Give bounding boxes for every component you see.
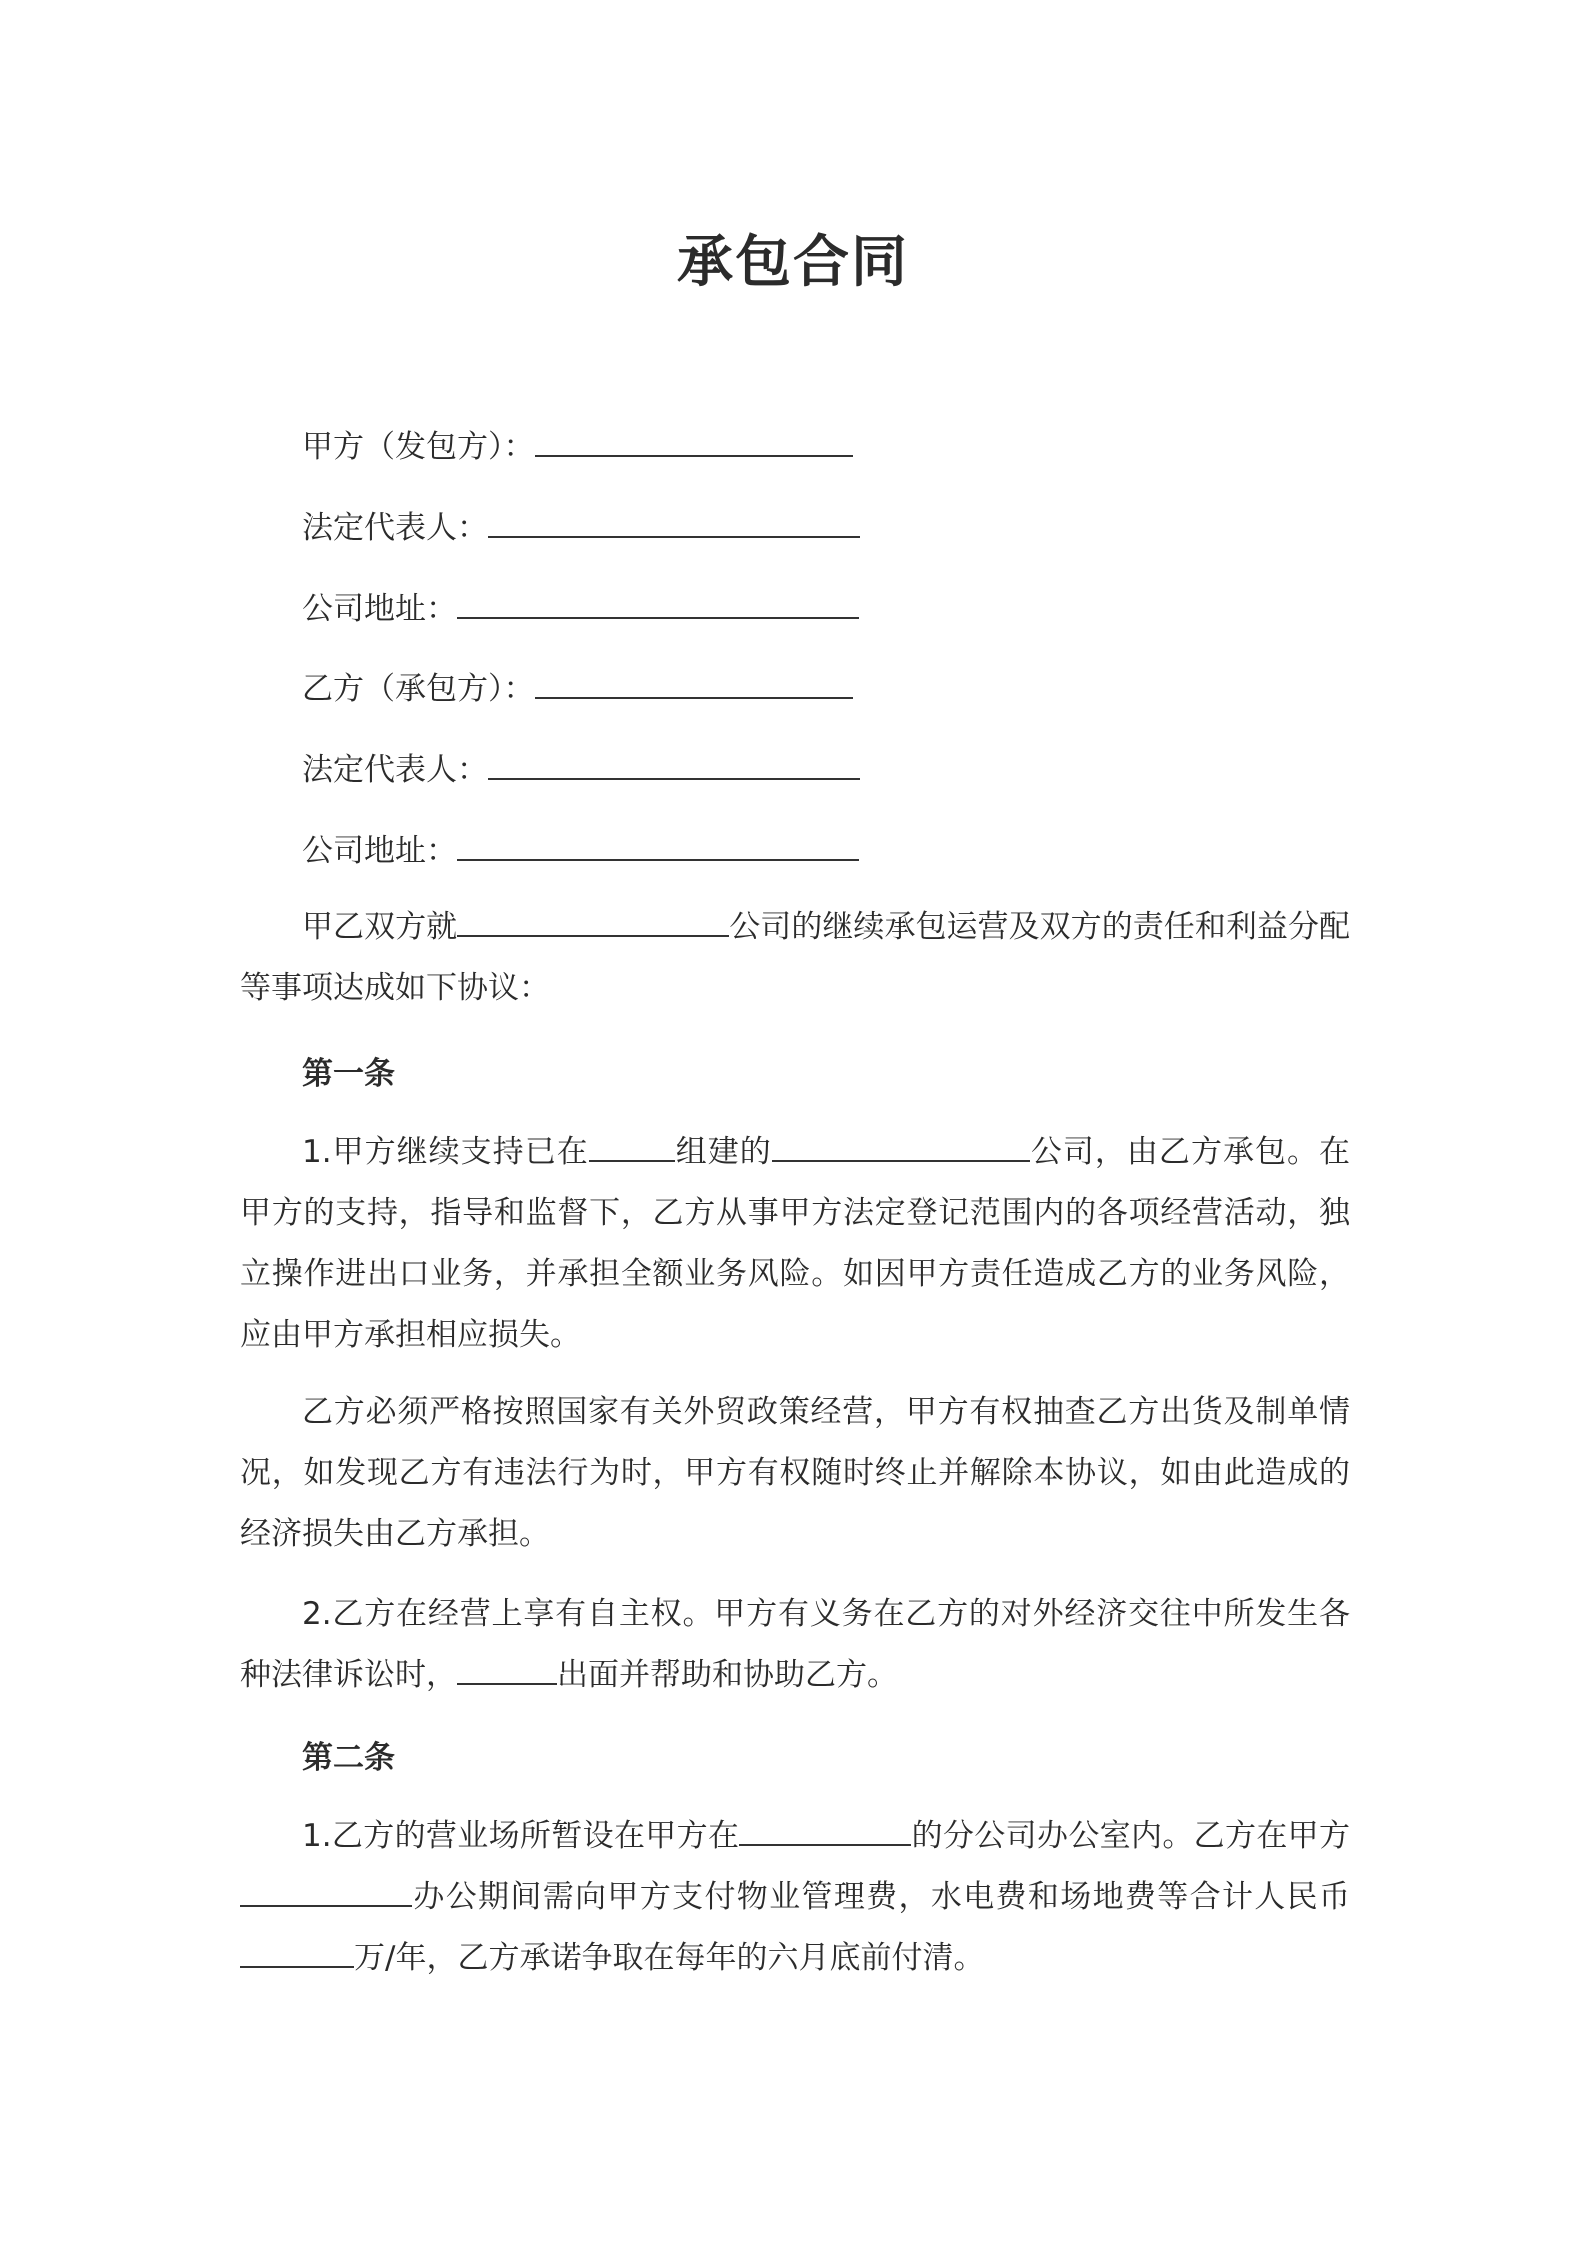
party-a-label: 甲方（发包方）：: [302, 429, 535, 465]
article-2-clause-1-text-4: 万/年，乙方承诺争取在每年的六月底前付清。: [354, 1940, 985, 1976]
article-1-clause-3-text-2: 出面并帮助和协助乙方。: [557, 1657, 898, 1693]
article-2-heading: 第二条: [302, 1740, 395, 1776]
article-2-amount-blank: [240, 1940, 354, 1968]
intro-text-2: 公司的继续承包运营及双方的责任和利益分配等事项达成如下协议：: [240, 909, 1351, 1006]
article-1-clause-3: [240, 1584, 1350, 1706]
intro-paragraph: [240, 897, 1350, 1019]
article-1-party-blank: [457, 1657, 557, 1685]
party-a-rep-label: 法定代表人：: [302, 510, 488, 546]
article-1-clause-1: [240, 1122, 1350, 1366]
article-2-clause-1: [240, 1806, 1350, 1989]
intro-text-1: 甲乙双方就: [302, 909, 458, 945]
article-1-heading: 第一条: [302, 1056, 395, 1092]
article-1-clause-1-text-2: 组建的: [674, 1134, 772, 1170]
article-2-clause-1-text-3: 办公期间需向甲方支付物业管理费，水电费和场地费等合计人民币: [412, 1879, 1350, 1915]
party-b-name-line: [302, 669, 853, 709]
party-b-label: 乙方（承包方）：: [302, 671, 535, 707]
article-1-clause-3-text-1: 2.乙方在经营上享有自主权。甲方有义务在乙方的对外经济交往中所发生各种法律诉讼时，: [240, 1596, 1350, 1693]
party-a-rep-blank: [488, 510, 860, 538]
party-a-rep-line: [302, 508, 860, 548]
party-a-address-blank: [457, 591, 859, 619]
article-1-clause-2: 乙方必须严格按照国家有关外贸政策经营，甲方有权抽查乙方出货及制单情况，如发现乙方有违法行为时，甲方有权随时终止并解除本协议，如由此造成的经济损失由乙方承担。: [240, 1394, 1350, 1552]
document-title: 承包合同: [677, 230, 909, 295]
party-a-address-label: 公司地址：: [302, 591, 457, 627]
article-1-company-blank: [772, 1134, 1030, 1162]
article-2-clause-1-text-1: 1.乙方的营业场所暂设在甲方在: [302, 1818, 740, 1854]
party-b-rep-line: [302, 750, 860, 790]
article-2-location-blank: [739, 1818, 911, 1846]
party-b-rep-blank: [488, 752, 860, 780]
party-b-address-line: [302, 831, 859, 871]
party-b-address-blank: [457, 833, 859, 861]
article-1-clause-1-text-1: 1.甲方继续支持已在: [302, 1134, 589, 1170]
intro-company-blank: [457, 909, 729, 937]
article-2-clause-1-text-2: 的分公司办公室内。乙方在甲方: [911, 1818, 1351, 1854]
party-a-name-line: [302, 427, 853, 467]
article-1-clause-1-text-3: 公司，由乙方承包。在甲方的支持，指导和监督下，乙方从事甲方法定登记范围内的各项经营活动，独立操作进出口业务，并承担全额业务风险。如因甲方责任造成乙方的业务风险，应由甲方承担相应损失。: [240, 1134, 1351, 1353]
party-b-address-label: 公司地址：: [302, 833, 457, 869]
party-a-address-line: [302, 589, 859, 629]
party-b-blank: [535, 671, 853, 699]
article-2-office-blank: [240, 1879, 412, 1907]
party-a-blank: [535, 429, 853, 457]
article-1-location-blank: [589, 1134, 675, 1162]
party-b-rep-label: 法定代表人：: [302, 752, 488, 788]
